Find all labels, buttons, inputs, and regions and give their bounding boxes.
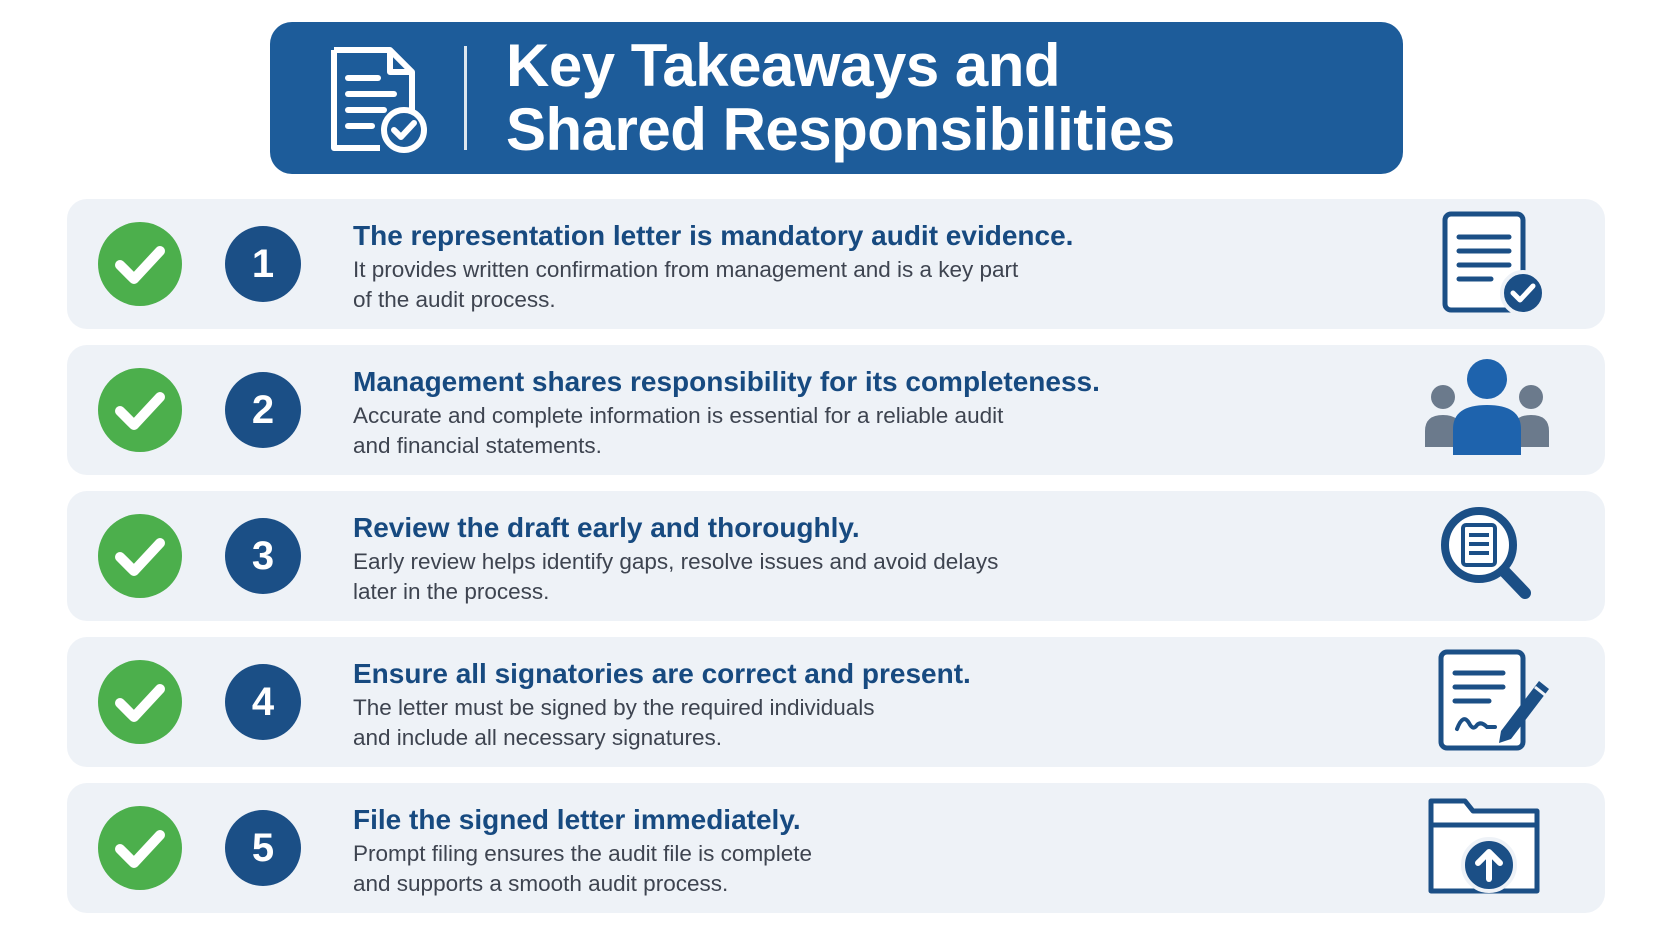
takeaway-title: The representation letter is mandatory audit evidence. <box>353 220 1074 251</box>
takeaway-row-2 <box>67 345 1605 475</box>
document-check-icon <box>1417 209 1557 319</box>
takeaway-description-line-1: Early review helps identify gaps, resolve issues and avoid delays <box>353 549 999 574</box>
takeaway-description-line-1: The letter must be signed by the required individuals <box>353 695 875 720</box>
takeaway-description <box>353 255 1113 315</box>
takeaway-row-5 <box>67 783 1605 913</box>
step-number-badge: 5 <box>225 810 301 886</box>
step-number-badge: 1 <box>225 226 301 302</box>
takeaway-description-line-1: Accurate and complete information is essential for a reliable audit <box>353 403 1004 428</box>
takeaway-description-line-1: It provides written confirmation from management and is a key part <box>353 257 1019 282</box>
takeaway-description-line-2: and financial statements. <box>353 433 602 458</box>
takeaway-description <box>353 839 1113 899</box>
check-icon <box>98 806 182 890</box>
check-icon <box>98 368 182 452</box>
magnifier-document-icon <box>1417 501 1557 611</box>
signed-document-pen-icon <box>1417 647 1557 757</box>
takeaway-description <box>353 693 1113 753</box>
page-title-line-1: Key Takeaways and <box>506 32 1061 99</box>
takeaway-title: File the signed letter immediately. <box>353 804 801 835</box>
takeaway-row-4 <box>67 637 1605 767</box>
takeaway-description <box>353 401 1113 461</box>
takeaway-description-line-2: later in the process. <box>353 579 550 604</box>
takeaway-description-line-1: Prompt filing ensures the audit file is complete <box>353 841 812 866</box>
check-icon <box>98 514 182 598</box>
folder-upload-icon <box>1417 793 1557 903</box>
check-icon <box>98 660 182 744</box>
step-number-badge: 2 <box>225 372 301 448</box>
document-check-icon <box>328 44 432 154</box>
banner-divider <box>464 46 467 150</box>
title-banner <box>270 22 1403 174</box>
takeaway-title: Review the draft early and thoroughly. <box>353 512 860 543</box>
page-title-line-2: Shared Responsibilities <box>506 96 1175 163</box>
step-number-badge: 3 <box>225 518 301 594</box>
takeaway-row-3 <box>67 491 1605 621</box>
step-number-badge: 4 <box>225 664 301 740</box>
takeaway-title: Ensure all signatories are correct and present. <box>353 658 971 689</box>
takeaway-description-line-2: of the audit process. <box>353 287 556 312</box>
takeaway-title: Management shares responsibility for its completeness. <box>353 366 1100 397</box>
takeaway-description <box>353 547 1113 607</box>
takeaway-row-1 <box>67 199 1605 329</box>
team-icon <box>1417 355 1557 465</box>
page-title <box>506 34 1366 162</box>
takeaway-description-line-2: and include all necessary signatures. <box>353 725 722 750</box>
takeaway-description-line-2: and supports a smooth audit process. <box>353 871 729 896</box>
check-icon <box>98 222 182 306</box>
